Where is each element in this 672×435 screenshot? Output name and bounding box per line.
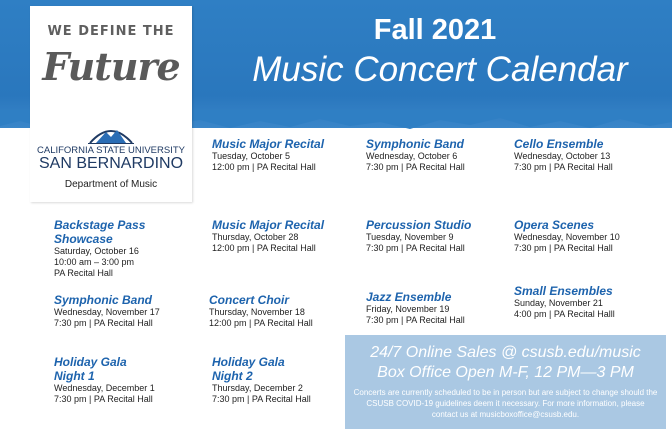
- logo-department: Department of Music: [64, 179, 158, 190]
- event-card: [366, 137, 465, 173]
- event-card: [514, 137, 613, 173]
- event-date: Friday, November 19: [366, 304, 450, 314]
- event-title-cont: Showcase: [54, 232, 113, 246]
- event-venue: PA Recital Hall: [54, 268, 113, 278]
- event-time-venue: 7:30 pm | PA Recital Hall: [366, 315, 465, 325]
- event-card: [54, 218, 145, 279]
- logo-university-line: CALIFORNIA STATE UNIVERSITY: [37, 145, 185, 156]
- event-date: Thursday, October 28: [212, 232, 299, 242]
- online-sales-text: 24/7 Online Sales @ csusb.edu/music: [370, 344, 641, 361]
- event-card: [366, 218, 471, 254]
- event-date: Thursday, December 2: [212, 383, 303, 393]
- event-card: [212, 355, 311, 405]
- event-time-venue: 7:30 pm | PA Recital Hall: [366, 162, 465, 172]
- event-date: Wednesday, November 17: [54, 307, 160, 317]
- event-title: Music Major Recital: [212, 218, 325, 232]
- event-date: Wednesday, October 13: [514, 151, 611, 161]
- event-title: Holiday Gala: [212, 355, 285, 369]
- event-date: Wednesday, October 6: [366, 151, 458, 161]
- event-time: 10:00 am – 3:00 pm: [54, 257, 135, 267]
- event-time-venue: 7:30 pm | PA Recital Hall: [54, 318, 153, 328]
- event-date: Saturday, October 16: [54, 246, 139, 256]
- page-title-year: Fall 2021: [373, 14, 497, 46]
- event-title: Symphonic Band: [366, 137, 465, 151]
- event-card: [514, 218, 620, 254]
- event-card: [514, 284, 615, 320]
- mountain-logo-icon: [88, 123, 134, 145]
- box-office-hours: Box Office Open M-F, 12 PM—3 PM: [377, 364, 634, 381]
- event-title: Opera Scenes: [514, 218, 595, 232]
- event-date: Tuesday, November 9: [366, 232, 454, 242]
- logo-future-wordmark: Future: [42, 44, 180, 89]
- event-date: Wednesday, December 1: [54, 383, 155, 393]
- event-card: [209, 293, 313, 329]
- event-title: Backstage Pass: [54, 218, 146, 232]
- event-time-venue: 7:30 pm | PA Recital Hall: [514, 162, 613, 172]
- event-time-venue: 12:00 pm | PA Recital Hall: [212, 243, 316, 253]
- event-title: Percussion Studio: [366, 218, 472, 232]
- event-time-venue: 7:30 pm | PA Recital Hall: [514, 243, 613, 253]
- event-title: Music Major Recital: [212, 137, 325, 151]
- event-title: Holiday Gala: [54, 355, 127, 369]
- event-time-venue: 7:30 pm | PA Recital Hall: [366, 243, 465, 253]
- event-title: Small Ensembles: [514, 284, 613, 298]
- event-card: [54, 355, 155, 405]
- event-date: Wednesday, November 10: [514, 232, 620, 242]
- event-title-cont: Night 1: [54, 369, 95, 383]
- event-time-venue: 7:30 pm | PA Recital Hall: [212, 394, 311, 404]
- event-title: Concert Choir: [209, 293, 290, 307]
- event-card: [366, 290, 465, 326]
- event-time-venue: 12:00 pm | PA Recital Hall: [209, 318, 313, 328]
- logo-card: [30, 6, 192, 202]
- event-date: Sunday, November 21: [514, 298, 603, 308]
- box-office-panel: [345, 335, 666, 429]
- event-title: Jazz Ensemble: [366, 290, 452, 304]
- page-title: Music Concert Calendar: [252, 50, 628, 89]
- logo-campus: SAN BERNARDINO: [38, 155, 184, 172]
- logo-tagline: WE DEFINE THE: [47, 24, 175, 39]
- event-time-venue: 12:00 pm | PA Recital Hall: [212, 162, 316, 172]
- event-date: Thursday, November 18: [209, 307, 305, 317]
- event-card: [212, 137, 324, 173]
- covid-note: Concerts are currently scheduled to be in person but are subject to change should the CSUSB COVID-19 guidelines deem it necessary. For more information, please contact us at musicboxoffice@csusb.edu.: [353, 388, 658, 419]
- event-date: Tuesday, October 5: [212, 151, 291, 161]
- event-card: [54, 293, 160, 329]
- event-title: Symphonic Band: [54, 293, 153, 307]
- event-time-venue: 7:30 pm | PA Recital Hall: [54, 394, 153, 404]
- event-title: Cello Ensemble: [514, 137, 604, 151]
- event-title-cont: Night 2: [212, 369, 253, 383]
- event-card: [212, 218, 324, 254]
- event-time-venue: 4:00 pm | PA Recital Halll: [514, 309, 615, 319]
